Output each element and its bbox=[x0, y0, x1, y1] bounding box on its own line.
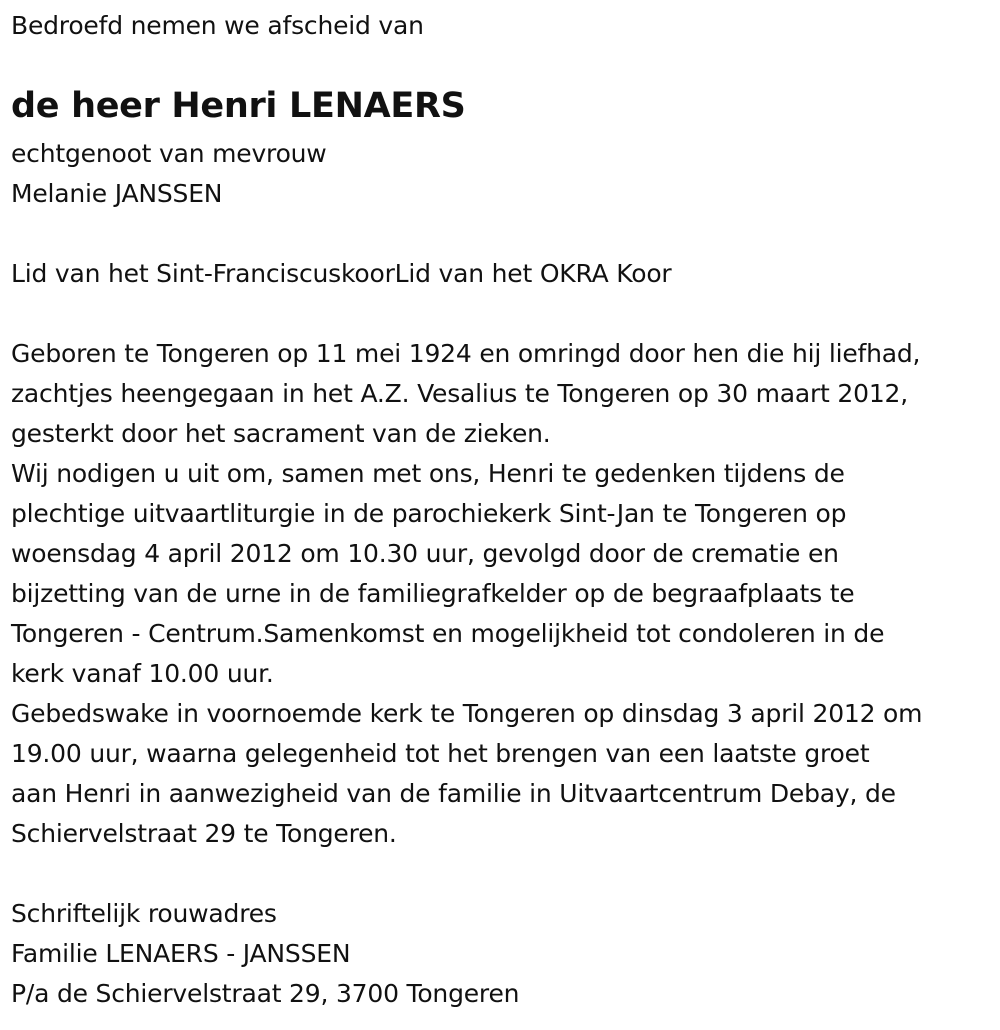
body-line: Wij nodigen u uit om, samen met ons, Henri te gedenken tijdens de bbox=[11, 459, 845, 488]
contact-line: Familie LENAERS - JANSSEN bbox=[11, 939, 351, 968]
body-line: zachtjes heengegaan in het A.Z. Vesalius te Tongeren op 30 maart 2012, bbox=[11, 379, 908, 408]
spouse-line: Melanie JANSSEN bbox=[11, 179, 223, 208]
body-line: bijzetting van de urne in de familiegrafkelder op de begraafplaats te bbox=[11, 579, 855, 608]
body-line: Schiervelstraat 29 te Tongeren. bbox=[11, 819, 397, 848]
contact-line: Schriftelijk rouwadres bbox=[11, 899, 277, 928]
contact-address-block bbox=[11, 894, 519, 1014]
intro-text: Bedroefd nemen we afscheid van bbox=[11, 11, 424, 40]
spouse-block bbox=[11, 134, 327, 214]
body-line: Geboren te Tongeren op 11 mei 1924 en omringd door hen die hij liefhad, bbox=[11, 339, 921, 368]
announcement-body bbox=[11, 334, 922, 854]
body-line: woensdag 4 april 2012 om 10.30 uur, gevolgd door de crematie en bbox=[11, 539, 839, 568]
body-line: plechtige uitvaartliturgie in de parochiekerk Sint-Jan te Tongeren op bbox=[11, 499, 847, 528]
membership-text: Lid van het Sint-FranciscuskoorLid van het OKRA Koor bbox=[11, 259, 672, 288]
deceased-name: de heer Henri LENAERS bbox=[11, 86, 466, 126]
body-line: Gebedswake in voornoemde kerk te Tongeren op dinsdag 3 april 2012 om bbox=[11, 699, 923, 728]
body-line: kerk vanaf 10.00 uur. bbox=[11, 659, 274, 688]
body-line: gesterkt door het sacrament van de zieken. bbox=[11, 419, 551, 448]
spouse-line: echtgenoot van mevrouw bbox=[11, 139, 327, 168]
body-line: aan Henri in aanwezigheid van de familie in Uitvaartcentrum Debay, de bbox=[11, 779, 896, 808]
contact-line: P/a de Schiervelstraat 29, 3700 Tongeren bbox=[11, 979, 520, 1008]
body-line: Tongeren - Centrum.Samenkomst en mogelijkheid tot condoleren in de bbox=[11, 619, 885, 648]
body-line: 19.00 uur, waarna gelegenheid tot het brengen van een laatste groet bbox=[11, 739, 870, 768]
